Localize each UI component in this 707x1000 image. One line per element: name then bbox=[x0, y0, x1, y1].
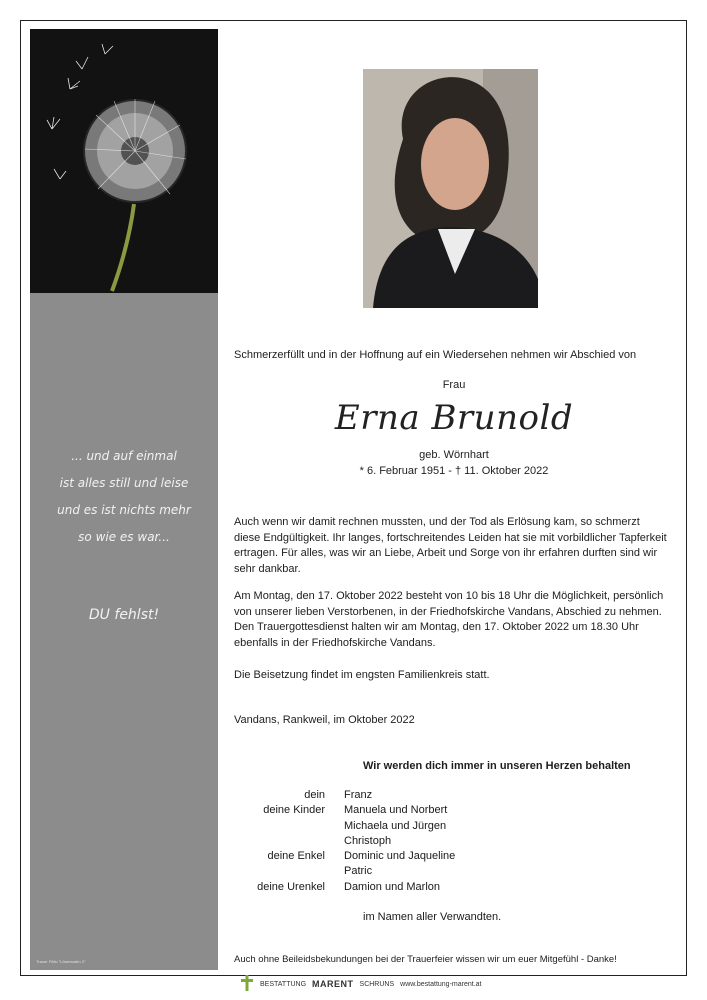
paragraph: Am Montag, den 17. Oktober 2022 besteht von 10 bis 18 Uhr die Möglichkeit, persönlich von unserer lieben Verstorbenen, in der Friedhofskirche Vandans, Abschied zu nehmen. Den Trauergottesdienst halten wir am Montag, den 17. Oktober 2022 um 18.30 Uhr ebenfalls in der Friedhofskirche Vandans. bbox=[234, 590, 664, 649]
brand-name: MARENT bbox=[312, 979, 354, 989]
poem-line: so wie es war... bbox=[78, 530, 170, 544]
poem-line: und es ist nichts mehr bbox=[57, 503, 191, 517]
family-names: Patric bbox=[344, 865, 373, 878]
place-date: Vandans, Rankweil, im Oktober 2022 bbox=[234, 714, 415, 726]
footer-note: Auch ohne Beileidsbekundungen bei der Trauerfeier wissen wir um euer Mitgefühl - Danke! bbox=[234, 954, 617, 965]
dandelion-photo bbox=[30, 29, 218, 293]
image-credit: Trauer FiMo "Löwenzahn 2" bbox=[36, 959, 86, 964]
family-row bbox=[234, 834, 674, 849]
salutation: Frau bbox=[442, 379, 466, 391]
funeral-home-brand bbox=[240, 975, 481, 993]
cross-logo-icon bbox=[240, 975, 254, 993]
relatives-note: im Namen aller Verwandten. bbox=[363, 911, 502, 923]
relation-label: deine Urenkel bbox=[257, 880, 325, 893]
intro-text: Schmerzerfüllt und in der Hoffnung auf ein Wiedersehen nehmen wir Abschied von bbox=[234, 349, 637, 361]
family-row bbox=[234, 803, 674, 818]
relation-label: deine Enkel bbox=[267, 850, 325, 863]
left-column bbox=[30, 29, 218, 970]
family-names: Franz bbox=[344, 789, 373, 801]
relation-label bbox=[234, 819, 344, 834]
relation-label bbox=[234, 864, 344, 879]
relation-label: deine Kinder bbox=[263, 804, 325, 817]
poem bbox=[30, 443, 218, 551]
paragraph: Die Beisetzung findet im engsten Familienkreis statt. bbox=[234, 669, 490, 681]
brand-prefix: BESTATTUNG bbox=[260, 980, 307, 988]
family-row bbox=[234, 864, 674, 879]
family-names: Michaela und Jürgen bbox=[344, 819, 447, 832]
quote-panel bbox=[30, 293, 218, 970]
relation-label: dein bbox=[304, 789, 325, 801]
family-row bbox=[234, 788, 674, 803]
poem-line: ist alles still und leise bbox=[59, 476, 189, 490]
family-names: Christoph bbox=[344, 834, 392, 847]
birth-name: geb. Wörnhart bbox=[419, 449, 489, 461]
poem-line: ... und auf einmal bbox=[71, 449, 177, 463]
family-row bbox=[234, 880, 674, 895]
brand-town: SCHRUNS bbox=[359, 980, 395, 988]
deceased-name: Erna Brunold bbox=[334, 398, 574, 438]
missed-text: DU fehlst! bbox=[88, 607, 160, 623]
family-row bbox=[234, 819, 674, 834]
relation-label bbox=[234, 834, 344, 849]
closing-line: Wir werden dich immer in unseren Herzen behalten bbox=[363, 760, 631, 772]
family-row bbox=[234, 849, 674, 864]
family-names: Damion und Marlon bbox=[344, 880, 440, 893]
family-list bbox=[234, 788, 674, 895]
family-names: Dominic und Jaqueline bbox=[344, 850, 456, 863]
portrait-photo bbox=[363, 69, 538, 308]
paragraph: Auch wenn wir damit rechnen mussten, und der Tod als Erlösung kam, so schmerzt diese Endgültigkeit. Ihr langes, fortschreitendes Leiden hat sie mit vorbildlicher Tapferkeit ertragen. Für alles, was wir an Liebe, Arbeit und Sorge von ihr erfahren durften sind wir sehr dankbar. bbox=[234, 516, 667, 575]
brand-url[interactable]: www.bestattung-marent.at bbox=[400, 980, 482, 988]
life-dates: * 6. Februar 1951 - † 11. Oktober 2022 bbox=[359, 465, 549, 477]
family-names: Manuela und Norbert bbox=[344, 804, 448, 817]
